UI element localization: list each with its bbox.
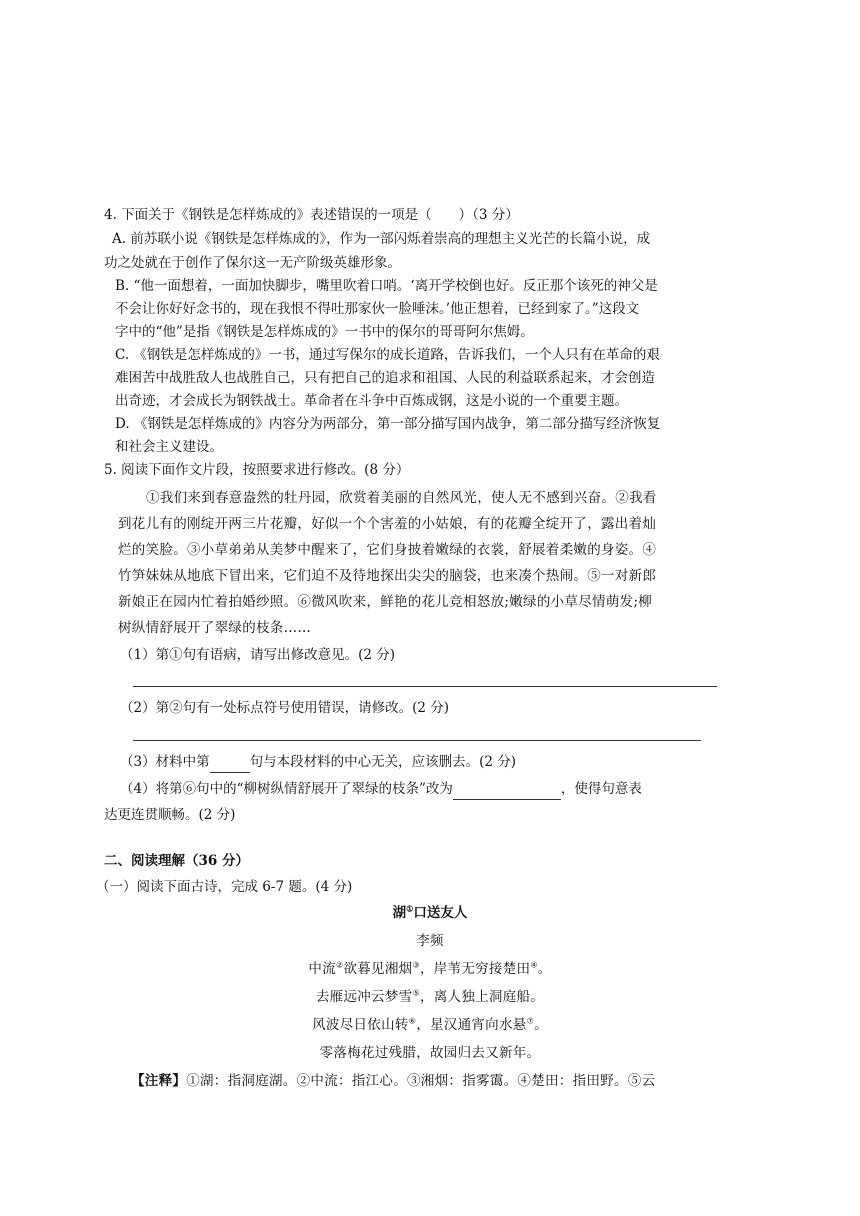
q4-option-c-line3: 出奇迹，才会成长为钢铁战士。革命者在斗争中百炼成钢，这是小说的一个重要主题。 <box>115 393 628 409</box>
footnote-marker: ③ <box>412 960 420 970</box>
fill-blank-3[interactable] <box>210 752 250 773</box>
section-heading: 二、阅读理解（36 分） <box>104 853 249 869</box>
poem-author: 李频 <box>416 933 444 949</box>
answer-line-1[interactable] <box>133 686 717 687</box>
q5-passage-line5: 新娘正在园内忙着拍婚纱照。⑥微风吹来，鲜艳的花儿竞相怒放;嫩绿的小草尽情萌发;柳 <box>118 594 653 610</box>
footnote-marker: ⑥ <box>408 1016 417 1026</box>
q5-stem: 5. 阅读下面作文片段，按照要求进行修改。(8 分） <box>104 462 410 478</box>
q4-option-d-line2: 和社会主义建设。 <box>115 439 223 455</box>
poem-line-3-a: 风波尽日依山转 <box>312 1017 409 1033</box>
poem-line-3-b: ，星汉通宵向水悬 <box>416 1017 527 1033</box>
poem-title <box>0 903 860 923</box>
q5-s4-suffix: ，使得句意表 <box>560 781 642 797</box>
q4-option-a-line1: A. 前苏联小说《钢铁是怎样炼成的》，作为一部闪烁着崇高的理想主义光芒的长篇小说，成 <box>112 231 651 247</box>
q4-option-a-line2: 功之处就在于创作了保尔这一无产阶级英雄形象。 <box>104 255 401 271</box>
q4-option-b-line2: 不会让你好好念书的，现在我恨不得吐那家伙一脸唾沫。’他正想着，已经到家了。”这段文 <box>115 301 640 317</box>
poem-line-1-a: 中流 <box>308 961 336 977</box>
q5-passage-line3: 烂的笑脸。③小草弟弟从美梦中醒来了，它们身披着嫩绿的衣裳，舒展着柔嫩的身姿。④ <box>118 542 657 558</box>
poem-notes <box>131 1071 655 1091</box>
q5-s3-prefix: （3）材料中第 <box>120 754 210 770</box>
footnote-marker: ⑦ <box>526 1016 535 1026</box>
q4-option-b-line3: 字中的“他”是指《钢铁是怎样炼成的》一书中的保尔的哥哥阿尔焦姆。 <box>115 324 534 340</box>
subsection-heading: （一）阅读下面古诗，完成 6-7 题。(4 分) <box>96 879 353 895</box>
q5-s3-suffix: 句与本段材料的中心无关，应该删去。(2 分) <box>249 754 517 770</box>
q4-option-d-line1: D. 《钢铁是怎样炼成的》内容分为两部分，第一部分描写国内战争，第二部分描写经济恢复 <box>115 416 661 432</box>
q5-passage-line6: 树纵情舒展开了翠绿的枝条…… <box>118 620 312 636</box>
poem-title-a: 湖 <box>392 905 407 921</box>
notes-label: 【注释】 <box>131 1073 187 1089</box>
poem-line-1-b: 欲暮见湘烟 <box>343 961 413 977</box>
poem-line-3 <box>0 1015 860 1035</box>
q4-stem: 4. 下面关于《钢铁是怎样炼成的》表述错误的一项是（ ）（3 分） <box>104 207 519 223</box>
poem-line-3-c: 。 <box>534 1017 548 1033</box>
q5-passage-line4: 竹笋妹妹从地底下冒出来，它们迫不及待地探出尖尖的脑袋，也来凑个热闹。⑤一对新郎 <box>118 568 657 584</box>
poem-line-1 <box>0 959 860 979</box>
q5-passage-line2: 到花儿有的刚绽开两三片花瓣，好似一个个害羞的小姑娘，有的花瓣全绽开了，露出着灿 <box>118 516 657 532</box>
q5-subquestion-2: （2）第②句有一处标点符号使用错误，请修改。(2 分) <box>120 700 450 716</box>
poem-line-2-a: 去雁远冲云梦雪 <box>315 989 413 1005</box>
q4-option-b-line1: B. “他一面想着，一面加快脚步，嘴里吹着口哨。‘离开学校倒也好。反正那个该死的神父是 <box>115 278 658 294</box>
q4-option-c-line1: C. 《钢铁是怎样炼成的》一书，通过写保尔的成长道路，告诉我们，一个人只有在革命的艰 <box>115 347 660 363</box>
q5-subquestion-3 <box>120 752 516 773</box>
notes-text: ①湖：指洞庭湖。②中流：指江心。③湘烟：指雾霭。④楚田：指田野。⑤云 <box>186 1073 656 1089</box>
q5-s4-prefix: （4）将第⑥句中的“柳树纵情舒展开了翠绿的枝条”改为 <box>120 781 453 797</box>
fill-blank-4[interactable] <box>453 779 561 800</box>
footnote-marker: ① <box>406 903 414 914</box>
poem-line-1-d: 。 <box>537 961 552 977</box>
footnote-marker: ⑤ <box>412 988 420 998</box>
q4-option-c-line2: 难困苦中战胜敌人也战胜自己，只有把自己的追求和祖国、人民的利益联系起来，才会创造 <box>115 370 655 386</box>
poem-line-2 <box>0 987 860 1007</box>
q5-subquestion-1: （1）第①句有语病，请写出修改意见。(2 分) <box>120 647 396 663</box>
footnote-marker: ② <box>335 960 344 970</box>
answer-line-2[interactable] <box>133 740 701 741</box>
footnote-marker: ④ <box>530 960 538 970</box>
q5-subquestion-4-cont: 达更连贯顺畅。(2 分) <box>104 807 236 823</box>
poem-line-4: 零落梅花过残腊，故园归去又新年。 <box>319 1045 541 1061</box>
q5-passage-line1: ①我们来到春意盎然的牡丹园，欣赏着美丽的自然风光，使人无不感到兴奋。②我看 <box>146 490 657 506</box>
poem-line-1-c: ，岸苇无穷接楚田 <box>419 961 531 977</box>
q5-subquestion-4 <box>120 779 642 800</box>
poem-title-b: 口送友人 <box>413 905 468 921</box>
poem-line-2-b: ，离人独上洞庭船。 <box>419 989 545 1005</box>
